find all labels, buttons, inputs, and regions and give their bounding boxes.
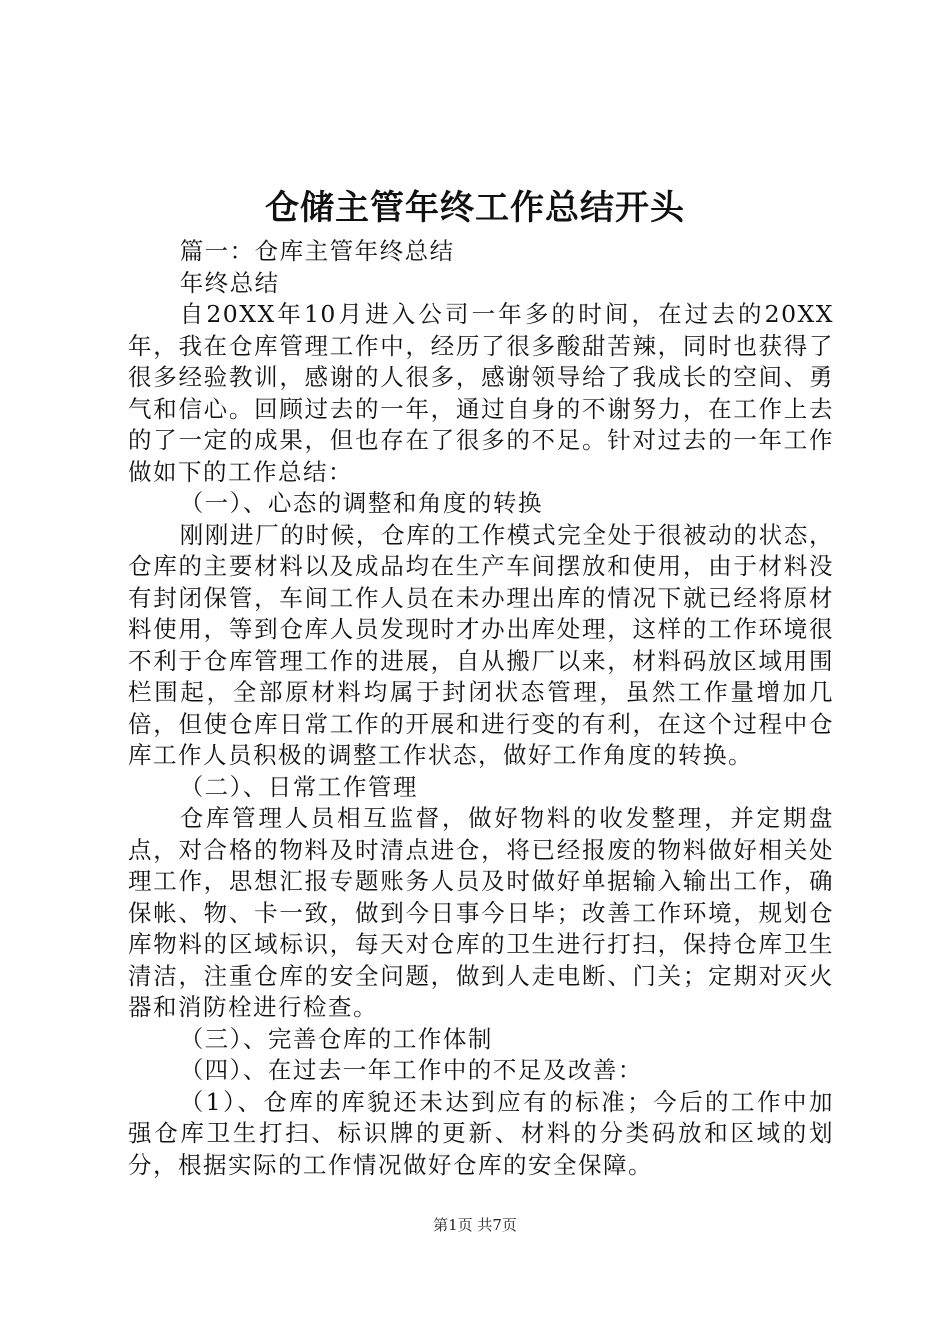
section-heading: （二）、日常工作管理 [179,772,418,801]
document-title: 仓储主管年终工作总结开头 [265,188,685,228]
page-number: 第1页 共7页 [433,1216,517,1234]
section-heading: 篇一：仓库主管年终总结 [179,237,455,265]
section-heading: （四）、在过去一年工作中的不足及改善： [179,1056,643,1084]
document-body [128,236,834,1181]
body-paragraph: 自20XX年10月进入公司一年多的时间，在过去的20XX年，我在仓库管理工作中，经历了很多酸甜苦辣，同时也获得了很多经验教训，感谢的人很多，感谢领导给了我成长的空间、勇气和信心。回顾过去的一年，通过自身的不谢努力，在工作上去的了一定的成果，但也存在了很多的不足。针对过去的一年工作做如下的工作总结： [128,300,834,486]
body-paragraph: 仓库管理人员相互监督，做好物料的收发整理，并定期盘点，对合格的物料及时清点进仓，将已经报废的物料做好相关处理工作，思想汇报专题账务人员及时做好单据输入输出工作，确保帐、物、卡一致，做到今日事今日毕；改善工作环境，规划仓库物料的区域标识，每天对仓库的卫生进行打扫，保持仓库卫生清洁，注重仓库的安全问题，做到人走电断、门关；定期对灭火器和消防栓进行检查。 [128,804,834,1021]
body-paragraph: （1）、仓库的库貌还未达到应有的标准；今后的工作中加强仓库卫生打扫、标识牌的更新、材料的分类码放和区域的划分，根据实际的工作情况做好仓库的安全保障。 [128,1087,834,1179]
body-paragraph: 刚刚进厂的时候，仓库的工作模式完全处于很被动的状态，仓库的主要材料以及成品均在生产车间摆放和使用，由于材料没有封闭保管，车间工作人员在未办理出库的情况下就已经将原材料使用，等到仓库人员发现时才办出库处理，这样的工作环境很不利于仓库管理工作的进展，自从搬厂以来，材料码放区域用围栏围起，全部原材料均属于封闭状态管理，虽然工作量增加几倍，但使仓库日常工作的开展和进行变的有利，在这个过程中仓库工作人员积极的调整工作状态，做好工作角度的转换。 [128,520,834,769]
section-heading: （一）、心态的调整和角度的转换 [179,489,543,517]
subtitle: 年终总结 [179,268,280,297]
section-heading: （三）、完善仓库的工作体制 [179,1024,493,1053]
